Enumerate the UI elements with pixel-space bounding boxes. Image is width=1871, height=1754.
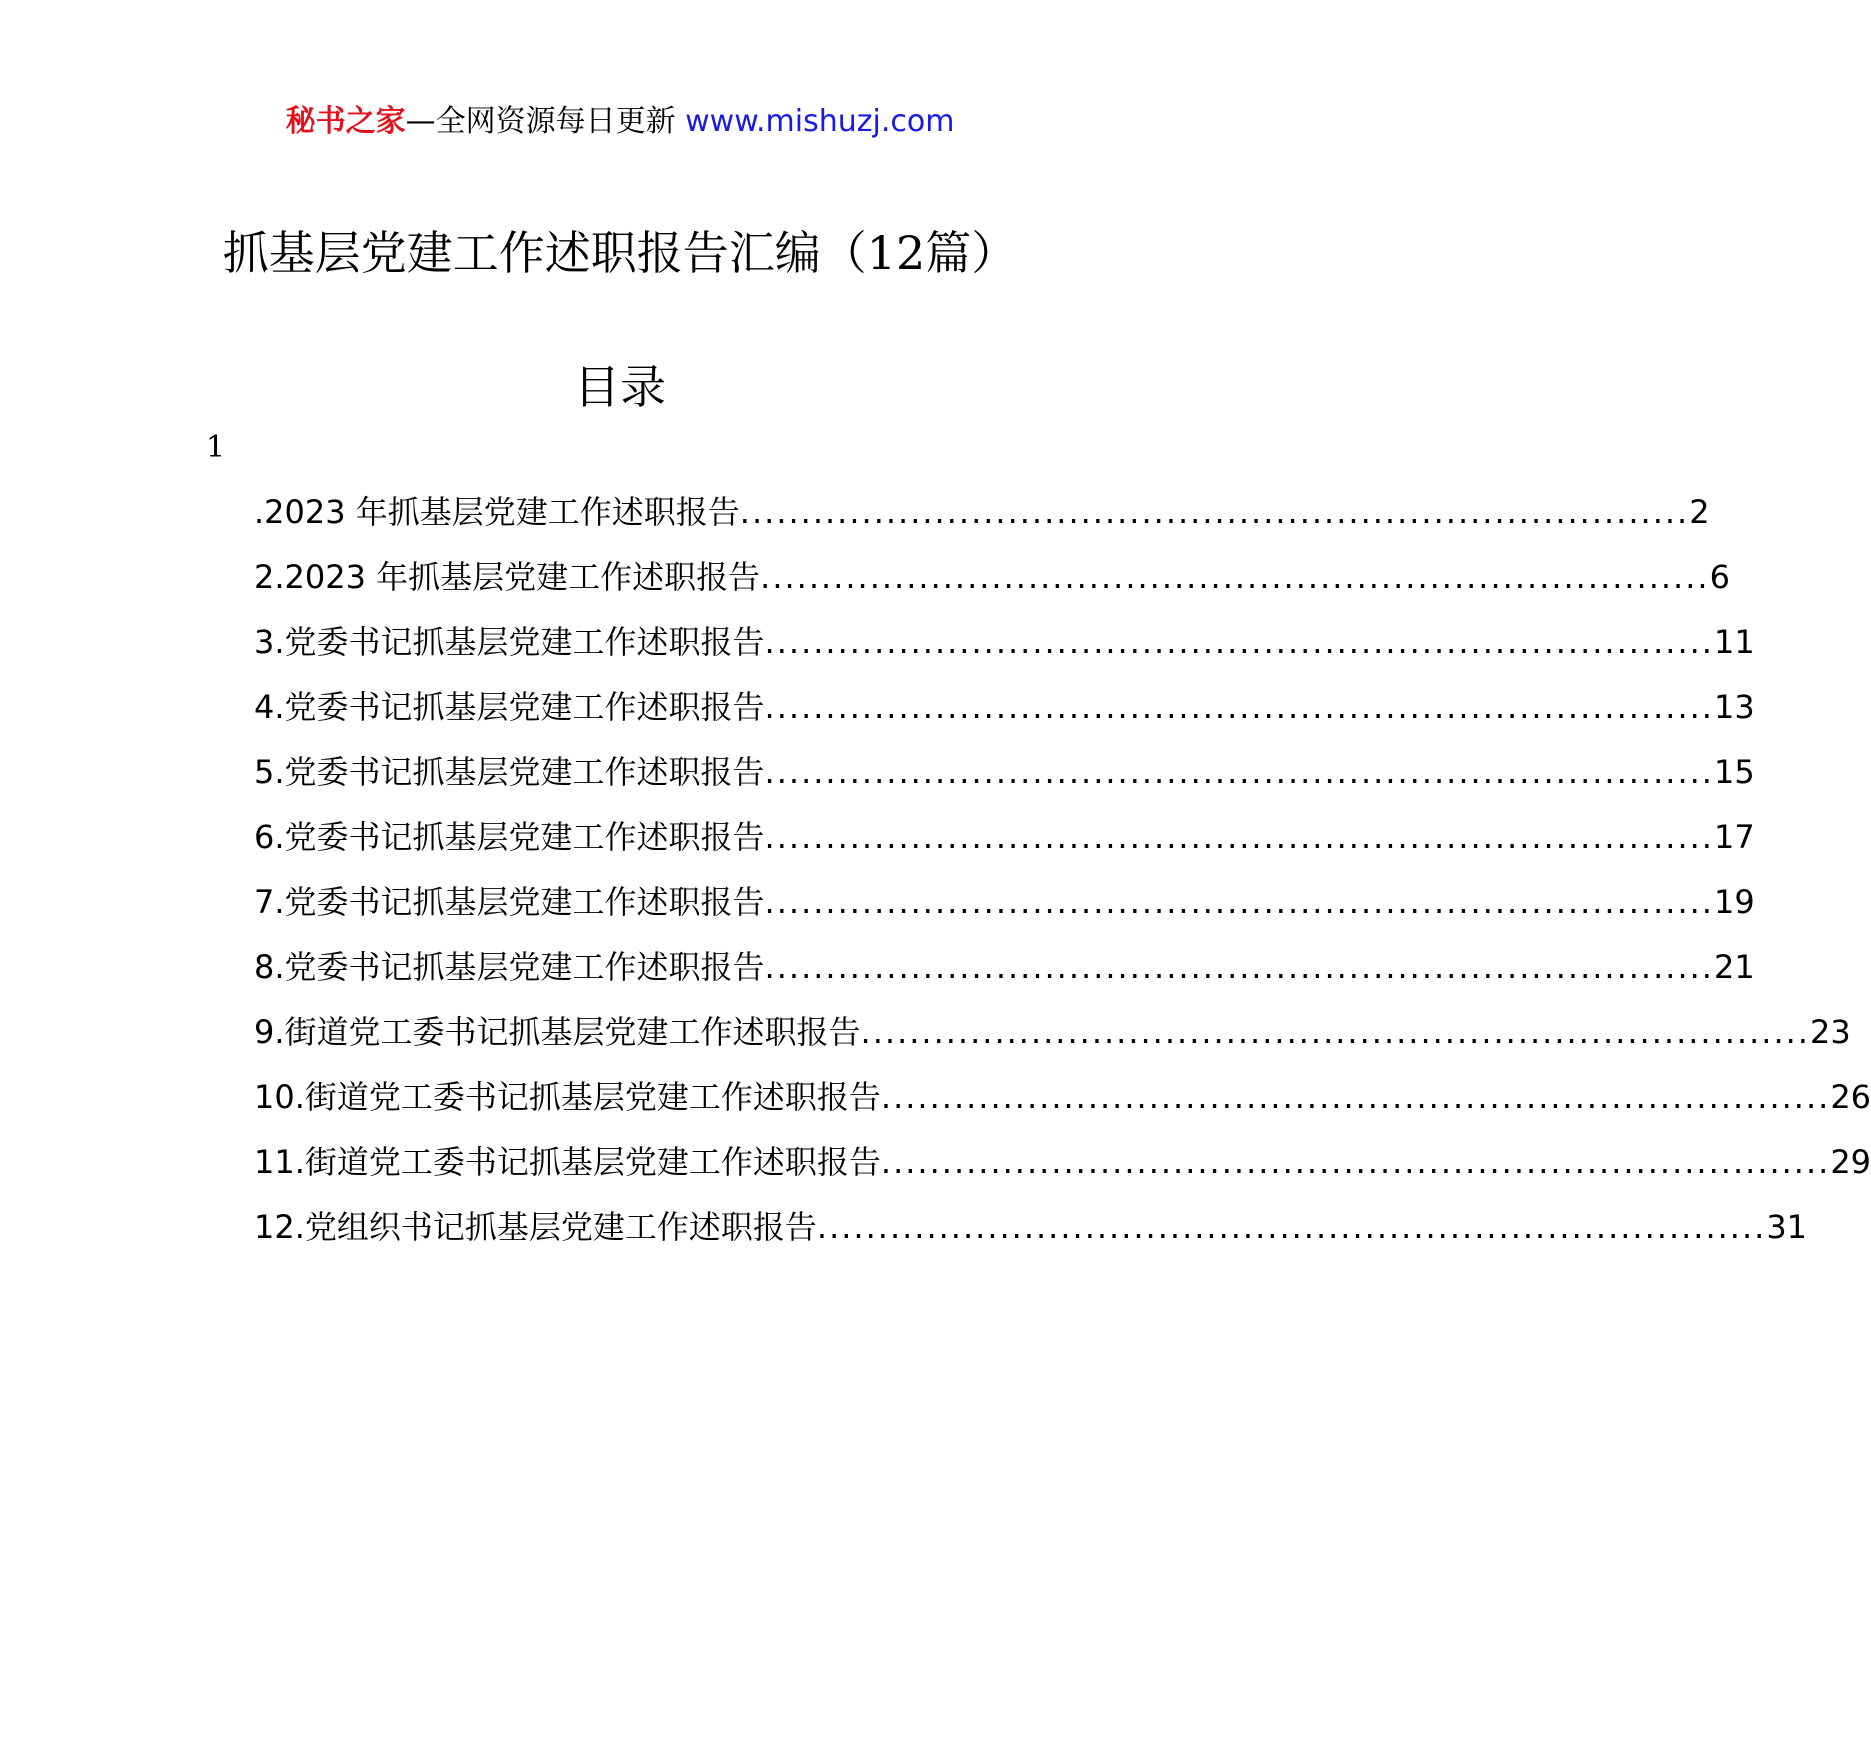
toc-entry-label: 10.街道党工委书记抓基层党建工作述职报告 bbox=[254, 1078, 881, 1116]
toc-entry-label: 8.党委书记抓基层党建工作述职报告 bbox=[254, 948, 765, 986]
site-url-link[interactable]: www.mishuzj.com bbox=[685, 104, 955, 139]
toc-entry[interactable] bbox=[254, 880, 1755, 945]
toc-entry[interactable] bbox=[254, 815, 1755, 880]
toc-entry-label: 4.党委书记抓基层党建工作述职报告 bbox=[254, 688, 765, 726]
toc-entry-label: 5.党委书记抓基层党建工作述职报告 bbox=[254, 753, 765, 791]
toc-leader-dots: .............................................................................. bbox=[764, 883, 1714, 921]
toc-page-number: 13 bbox=[1713, 688, 1755, 726]
toc-page-number: 17 bbox=[1713, 818, 1755, 856]
toc-entry-label: 7.党委书记抓基层党建工作述职报告 bbox=[254, 883, 765, 921]
toc-page-number: 19 bbox=[1713, 883, 1755, 921]
toc-heading: 目录 bbox=[574, 360, 666, 414]
toc-leader-dots: .............................................................................. bbox=[816, 1208, 1767, 1246]
toc-entry[interactable] bbox=[254, 1075, 1871, 1140]
toc-entry[interactable] bbox=[254, 750, 1755, 815]
toc-leader-dots: .............................................................................. bbox=[764, 688, 1714, 726]
toc-entry-label: 9.街道党工委书记抓基层党建工作述职报告 bbox=[254, 1013, 861, 1051]
title-main: 抓基层党建工作述职报告汇编（ bbox=[222, 226, 867, 280]
toc-entry-label: 6.党委书记抓基层党建工作述职报告 bbox=[254, 818, 765, 856]
toc-entry[interactable] bbox=[254, 620, 1755, 685]
toc-entry[interactable] bbox=[254, 1140, 1871, 1205]
toc-page-number: 15 bbox=[1713, 753, 1755, 791]
toc-entry[interactable] bbox=[254, 490, 1710, 555]
site-header bbox=[0, 100, 1240, 144]
toc-leader-dots: .............................................................................. bbox=[764, 753, 1714, 791]
toc-page-number: 23 bbox=[1809, 1013, 1851, 1051]
toc-leader-dots: .............................................................................. bbox=[764, 818, 1714, 856]
toc-entry-label: 3.党委书记抓基层党建工作述职报告 bbox=[254, 623, 765, 661]
toc-entry[interactable] bbox=[254, 555, 1730, 620]
toc-page-number: 2 bbox=[1689, 493, 1710, 531]
toc-page-number: 26 bbox=[1830, 1078, 1871, 1116]
toc-entry[interactable] bbox=[254, 1010, 1851, 1075]
toc-leader-dots: .............................................................................. bbox=[760, 558, 1710, 596]
toc-page-number: 11 bbox=[1713, 623, 1755, 661]
toc-page-number: 29 bbox=[1830, 1143, 1871, 1181]
toc-entry[interactable] bbox=[254, 685, 1755, 750]
table-of-contents bbox=[254, 490, 1871, 1270]
toc-leader-dots: .............................................................................. bbox=[764, 623, 1714, 661]
document-title bbox=[0, 222, 1240, 284]
toc-entry[interactable] bbox=[254, 945, 1755, 1010]
title-suffix: 篇） bbox=[925, 226, 1018, 280]
toc-page-number: 21 bbox=[1713, 948, 1755, 986]
brand-name: 秘书之家 bbox=[285, 104, 406, 139]
header-slogan: —全网资源每日更新 bbox=[405, 104, 686, 139]
stray-number: 1 bbox=[206, 430, 226, 465]
toc-leader-dots: .............................................................................. bbox=[880, 1143, 1831, 1181]
toc-page-number: 6 bbox=[1709, 558, 1730, 596]
toc-leader-dots: .............................................................................. bbox=[739, 493, 1690, 531]
toc-entry-label: 2.2023 年抓基层党建工作述职报告 bbox=[254, 558, 761, 596]
toc-leader-dots: .............................................................................. bbox=[860, 1013, 1810, 1051]
toc-entry-label: 12.党组织书记抓基层党建工作述职报告 bbox=[254, 1208, 817, 1246]
toc-entry-label: 11.街道党工委书记抓基层党建工作述职报告 bbox=[254, 1143, 881, 1181]
toc-page-number: 31 bbox=[1766, 1208, 1808, 1246]
toc-leader-dots: .............................................................................. bbox=[880, 1078, 1831, 1116]
toc-leader-dots: .............................................................................. bbox=[764, 948, 1714, 986]
title-count: 12 bbox=[866, 226, 926, 280]
toc-entry-label: .2023 年抓基层党建工作述职报告 bbox=[254, 493, 740, 531]
toc-entry[interactable] bbox=[254, 1205, 1808, 1270]
